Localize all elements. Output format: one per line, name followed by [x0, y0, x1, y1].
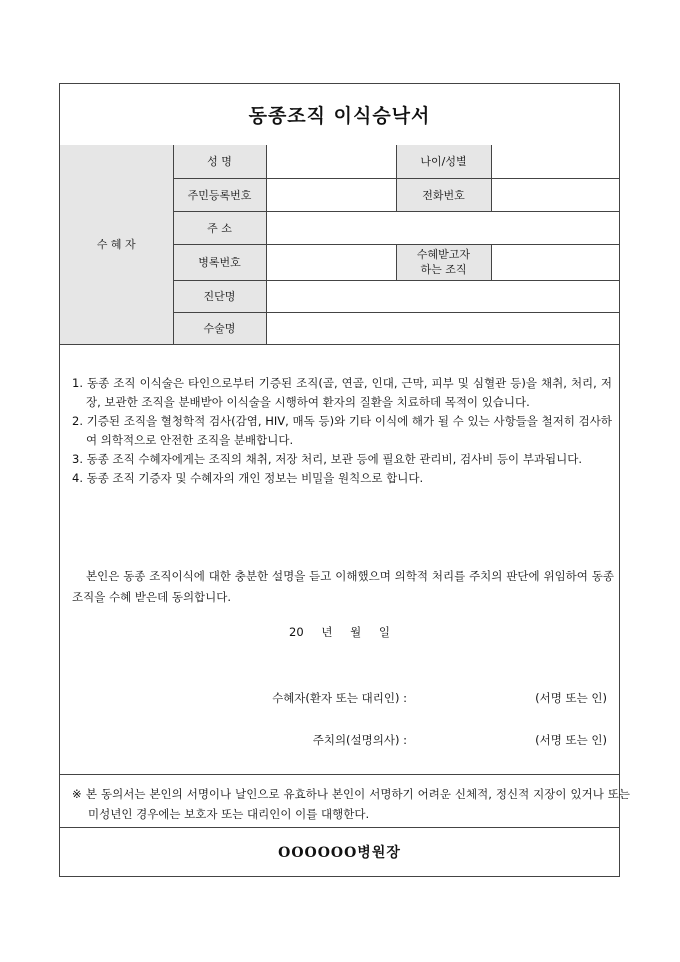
diagnosis-field[interactable]	[266, 280, 619, 312]
term-item: 3. 동종 조직 수혜자에게는 조직의 채취, 저장 처리, 보관 등에 필요한 관리비, 검사비 등이 부과됩니다.	[72, 452, 583, 466]
age-sex-field[interactable]	[491, 145, 619, 178]
recipient-info-table	[60, 145, 619, 345]
date-line: 20 년 월 일	[289, 625, 390, 639]
doctor-signature-label: 주치의(설명의사) :	[312, 733, 407, 747]
doctor-signature-field[interactable]: (서명 또는 인)	[535, 733, 607, 747]
name-label: 성 명	[173, 145, 266, 178]
note-box	[60, 774, 630, 828]
address-field[interactable]	[266, 211, 619, 244]
resident-number-field[interactable]	[266, 178, 396, 211]
diagnosis-label: 진단명	[173, 280, 266, 312]
term-item: 1. 동종 조직 이식술은 타인으로부터 기증된 조직(골, 연골, 인대, 근막, 피부 및 심혈관 등)을 채취, 처리, 저장, 보관한 조직을 분배받아 이식술을 시행하여 환자의 질환을 치료하데 목적이 있습니다.	[72, 376, 612, 409]
record-number-field[interactable]	[266, 244, 396, 280]
surgery-field[interactable]	[266, 312, 619, 344]
phone-label: 전화번호	[396, 178, 491, 211]
surgery-label: 수술명	[173, 312, 266, 344]
terms-list	[72, 374, 612, 488]
consent-form	[59, 83, 630, 877]
term-item: 2. 기증된 조직을 혈청학적 검사(감염, HIV, 매독 등)와 기타 이식에 해가 될 수 있는 사항들을 철저히 검사하여 의학적으로 안전한 조직을 분배합니다.	[72, 414, 612, 447]
record-number-label: 병록번호	[173, 244, 266, 280]
tissue-field[interactable]	[491, 244, 619, 280]
note-text: ※ 본 동의서는 본인의 서명이나 날인으로 유효하나 본인이 서명하기 어려운 신체적, 정신적 지장이 있거나 또는 미성년인 경우에는 보호자 또는 대리인이 이를 대행한다.	[72, 787, 630, 821]
address-label: 주 소	[173, 211, 266, 244]
recipient-signature-field[interactable]: (서명 또는 인)	[535, 691, 607, 705]
resident-number-label: 주민등록번호	[173, 178, 266, 211]
consent-statement: 본인은 동종 조직이식에 대한 충분한 설명을 듣고 이해했으며 의학적 처리를 주치의 판단에 위임하여 동종 조직을 수혜 받은데 동의합니다.	[72, 569, 614, 604]
recipient-signature-label: 수혜자(환자 또는 대리인) :	[272, 691, 407, 705]
hospital-director: OOOOOO병원장	[278, 845, 401, 861]
term-item: 4. 동종 조직 기증자 및 수혜자의 개인 정보는 비밀을 원칙으로 합니다.	[72, 471, 424, 485]
phone-field[interactable]	[491, 178, 619, 211]
age-sex-label: 나이/성별	[396, 145, 491, 178]
form-title: 동종조직 이식승낙서	[60, 84, 619, 146]
name-field[interactable]	[266, 145, 396, 178]
tissue-label-line1: 수혜받고자	[416, 248, 471, 261]
tissue-label	[396, 244, 491, 280]
recipient-label: 수 혜 자	[60, 145, 173, 344]
tissue-label-line2: 하는 조직	[420, 263, 467, 276]
